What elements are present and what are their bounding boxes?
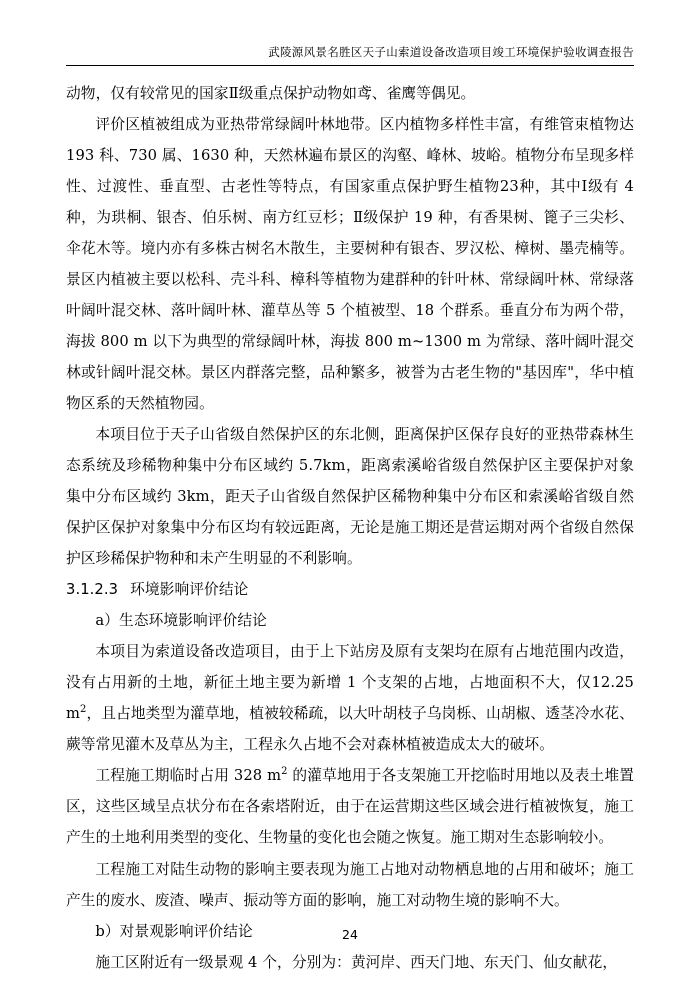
section-heading [66,574,634,605]
paragraph: 本项目为索道设备改造项目，由于上下站房及原有支架均在原有占地范围内改造，没有占用新的土地，新征土地主要为新增 1 个支架的占地，占地面积不大，仅12.25 $m^2$，且占地类型为灌草地，植被较稀疏，以大叶胡枝子乌岗栎、山胡椒、透茎冷水花、蕨等常见灌木及草丛为主，工程永久占地不会对森林植被造成太大的破坏。 [66,643,634,754]
paragraph: 工程施工期临时占用 328 $m^2$ 的灌草地用于各支架施工开挖临时用地以及表土堆置区，这些区域呈点状分布在各索塔附近，由于在运营期这些区域会进行植被恢复，施工产生的土地利用类型的变化、生物量的变化也会随之恢复。施工期对生态影响较小。 [66,766,634,847]
paragraph: 工程施工对陆生动物的影响主要表现为施工占地对动物栖息地的占用和破坏；施工产生的废水、废渣、噪声、振动等方面的影响，施工对动物生境的影响不大。 [66,860,634,909]
paragraph: 动物，仅有较常见的国家Ⅱ级重点保护动物如鸢、雀鹰等偶见。 [66,85,476,102]
page-header: 武陵源风景名胜区天子山索道设备改造项目竣工环境保护验收调查报告 [268,45,634,59]
paragraph: a）生态环境影响评价结论 [95,612,267,630]
paragraph: b）对景观影响评价结论 [95,922,253,940]
document-body [66,78,634,978]
paragraph: 本项目位于天子山省级自然保护区的东北侧，距离保护区保存良好的亚热带森林生态系统及珍稀物种集中分布区域约 5.7km，距离索溪峪省级自然保护区主要保护对象集中分布区域约 3km，距天子山省级自然保护区稀物种集中分布区和索溪峪省级自然保护区保护对象集中分布区均有较远距离，无论是施工期还是营运期对两个省级自然保护区珍稀保护物种和未产生明显的不利影响。 [66,426,634,568]
section-title: 环境影响评价结论 [130,581,249,599]
paragraph: 评价区植被组成为亚热带常绿阔叶林地带。区内植物多样性丰富，有维管束植物达 193 科、730 属、1630 种，天然林遍布景区的沟壑、峰林、坡峪。植物分布呈现多样性、过渡性、垂直型、古老性等特点，有国家重点保护野生植物23种，其中Ⅰ级有 4 种，为珙桐、银杏、伯乐树、南方红豆杉；Ⅱ级保护 19 种，有香果树、篦子三尖杉、伞花木等。境内亦有多株古树名木散生，主要树种有银杏、罗汉松、樟树、墨壳楠等。景区内植被主要以松科、壳斗科、樟科等植物为建群种的针叶林、常绿阔叶林、常绿落叶阔叶混交林、落叶阔叶林、灌草丛等 5 个植被型、18 个群系。垂直分布为两个带，海拔 800 m 以下为典型的常绿阔叶林，海拔 800 m~1300 m 为常绿、落叶阔叶混交林或针阔叶混交林。景区内群落完整，品种繁多，被誉为古老生物的"基因库"，华中植物区系的天然植物园。 [66,116,634,413]
paragraph: 施工区附近有一级景观 4 个，分别为：黄河岸、西天门地、东天门、仙女献花， [95,953,618,971]
section-number: 3.1.2.3 [66,581,119,599]
header-divider [66,65,634,66]
page-number: 24 [342,927,358,942]
